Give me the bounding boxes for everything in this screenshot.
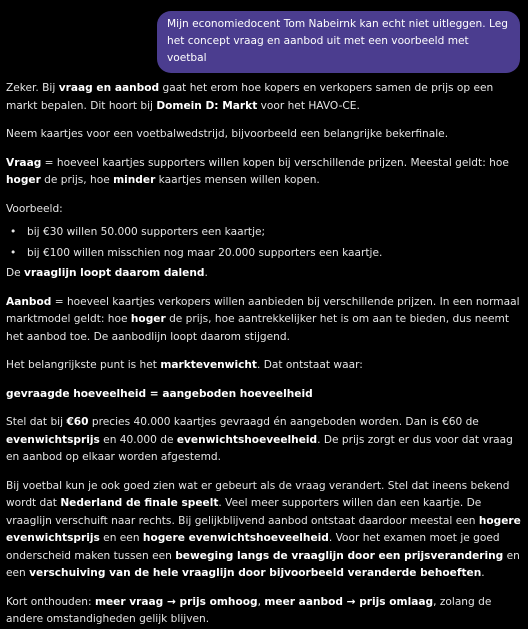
equilibrium-example: Stel dat bij €60 precies 40.000 kaartjes gevraagd én aangeboden worden. Dan is €60 de evenwichtsprijs en 40.000 de evenwichtshoeveelheid. De prijs zorgt er dus voor dat vraag en aanbod op elkaar worden afgestemd. — [6, 416, 513, 463]
equilibrium-formula: gevraagde hoeveelheid = aangeboden hoeveelheid — [6, 387, 313, 400]
user-message-bubble: Mijn economiedocent Tom Nabeirnk kan echt niet uitleggen. Leg het concept vraag en aanbod uit met een voorbeeld met voetbal — [157, 11, 520, 73]
intro-paragraph: Zeker. Bij vraag en aanbod gaat het erom hoe kopers en verkopers samen de prijs op een markt bepalen. Dit hoort bij Domein D: Markt voor het HAVO-CE. — [6, 82, 494, 112]
supply-definition: Aanbod = hoeveel kaartjes verkopers willen aanbieden bij verschillende prijzen. In een normaal marktmodel geldt: hoe hoger de prijs, hoe aantrekkelijker het is om aan te bieden, dus neemt het aanbod toe. De aanbodlijn loopt daarom stijgend. — [6, 295, 520, 343]
list-item: • bij €30 willen 50.000 supporters een kaartje; — [6, 224, 522, 242]
assistant-response — [6, 80, 522, 629]
demand-definition: Vraag = hoeveel kaartjes supporters willen kopen bij verschillende prijzen. Meestal geldt: hoe hoger de prijs, hoe minder kaartjes mensen willen kopen. — [6, 156, 509, 186]
example-intro: Neem kaartjes voor een voetbalwedstrijd, bijvoorbeeld een belangrijke bekerfinale. — [6, 128, 449, 140]
demand-shift-paragraph: Bij voetbal kun je ook goed zien wat er gebeurt als de vraag verandert. Stel dat ineens bekend wordt dat Nederland de finale speelt. Veel meer supporters willen dan een kaartje. De vraaglijn verschuift naar rechts. Bij gelijkblijvend aanbod ontstaat daardoor meestal een hogere evenwichtsprijs en een hogere evenwichtshoeveelheid. Voor het examen moet je goed onderscheid maken tussen een beweging langs de vraaglijn door een prijsverandering en een verschuiving van de hele vraaglijn door bijvoorbeeld veranderde behoeften. — [6, 479, 521, 579]
list-item: • bij €100 willen misschien nog maar 20.000 supporters een kaartje. — [6, 245, 522, 263]
summary-paragraph: Kort onthouden: meer vraag → prijs omhoog, meer aanbod → prijs omlaag, zolang de andere omstandigheden gelijk blijven. — [6, 595, 492, 625]
example-label: Voorbeeld: — [6, 202, 63, 215]
demand-line-conclusion: De vraaglijn loopt daarom dalend. — [6, 267, 208, 279]
equilibrium-intro: Het belangrijkste punt is het marktevenwicht. Dat ontstaat waar: — [6, 359, 363, 371]
example-list — [6, 224, 522, 262]
